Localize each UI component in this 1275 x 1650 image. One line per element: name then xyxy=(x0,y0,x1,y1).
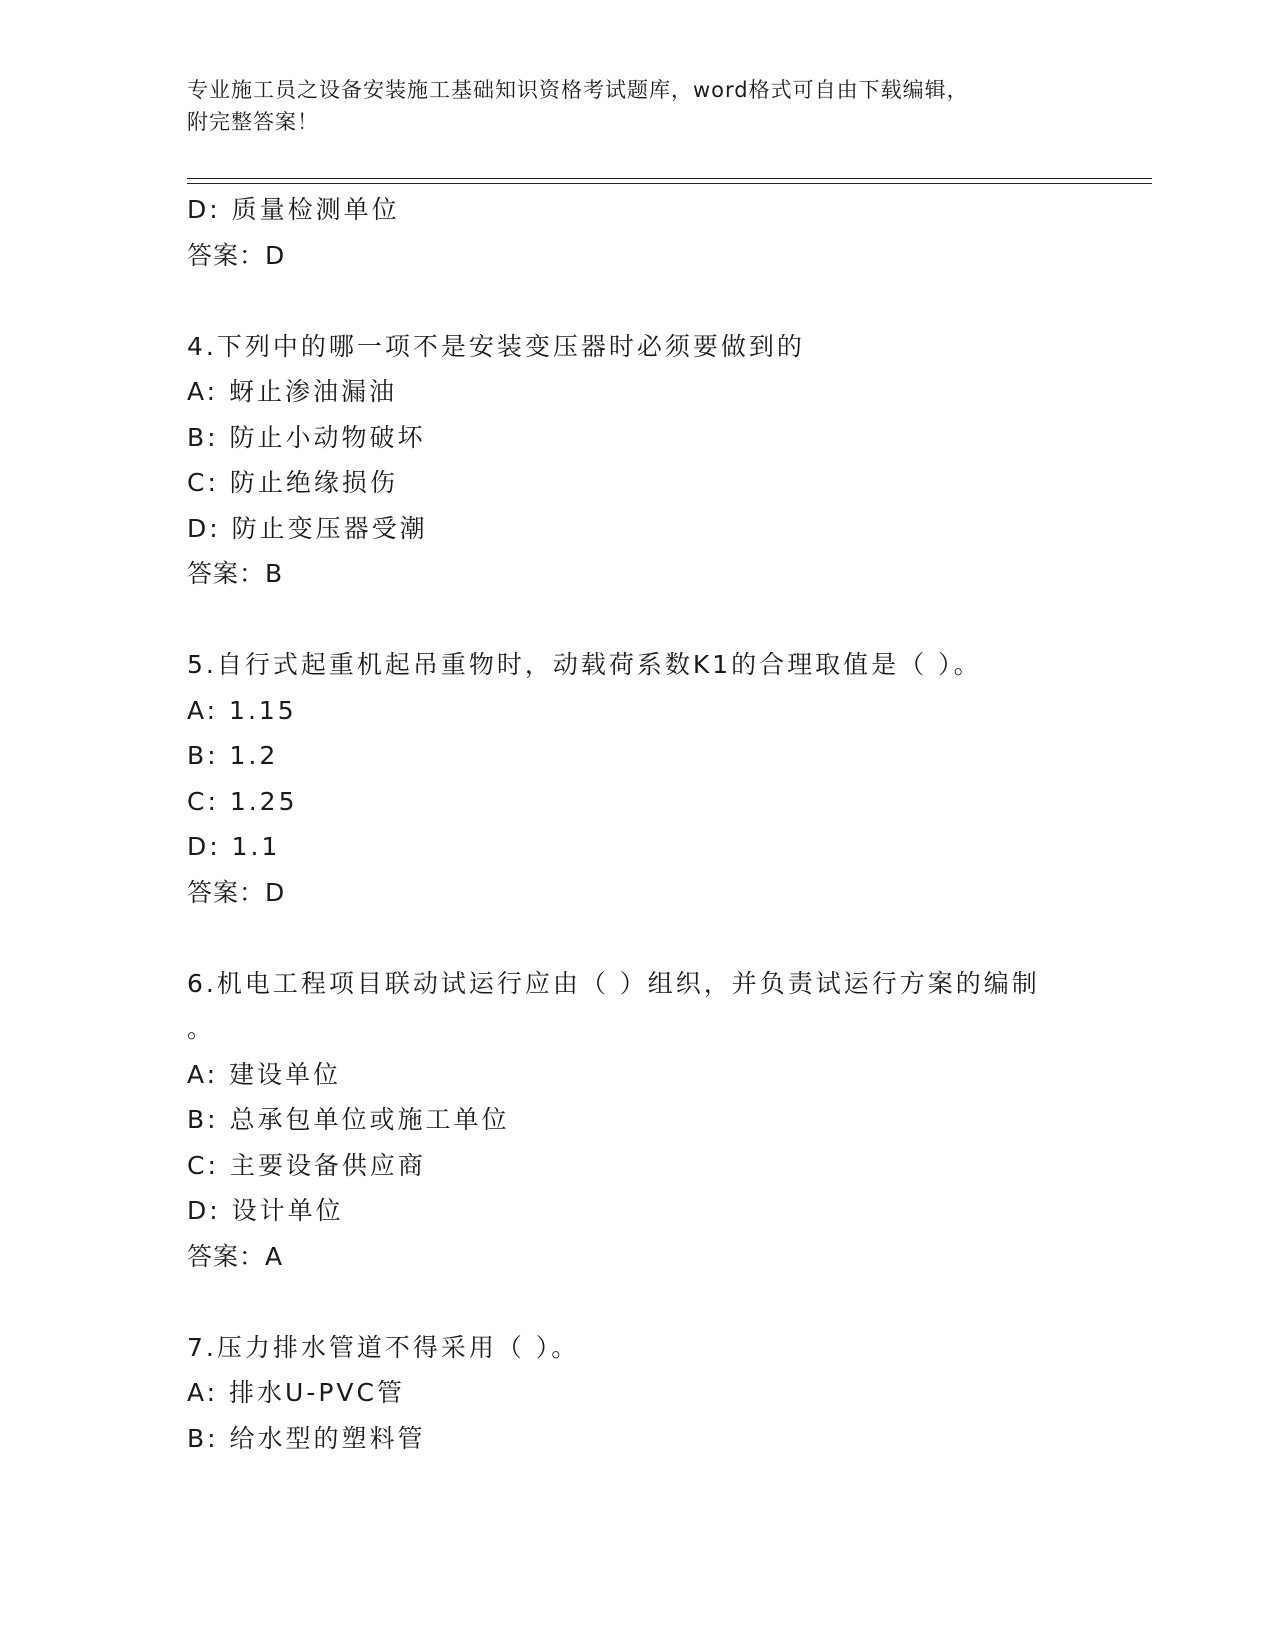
spacer xyxy=(187,597,1152,643)
document-header xyxy=(187,74,1087,138)
header-line-2: 附完整答案！ xyxy=(187,110,319,134)
answer-line: 答案：D xyxy=(187,240,286,270)
question-list xyxy=(187,187,1152,1461)
spacer xyxy=(187,1279,1152,1325)
header-divider-bottom xyxy=(187,183,1152,184)
option-a: A: 蚜止渗油漏油 xyxy=(187,377,398,406)
spacer xyxy=(187,915,1152,961)
header-divider-top xyxy=(187,178,1152,179)
option-c: C: 主要设备供应商 xyxy=(187,1150,426,1180)
answer-line: 答案：D xyxy=(187,877,286,907)
question-title: 7.压力排水管道不得采用（ ）。 xyxy=(187,1332,580,1362)
spacer xyxy=(187,278,1152,324)
answer-line: 答案：B xyxy=(187,559,284,588)
option-d: D: 设计单位 xyxy=(187,1196,344,1225)
question-title: 6.机电工程项目联动试运行应由（ ）组织，并负责试运行方案的编制 xyxy=(187,968,1040,998)
option-c: C: 防止绝缘损伤 xyxy=(187,468,398,497)
option-d: D: 1.1 xyxy=(187,832,281,861)
option-b: B: 防止小动物破坏 xyxy=(187,422,426,452)
answer-line: 答案：A xyxy=(187,1241,284,1271)
question-title: 4.下列中的哪一项不是安装变压器时必须要做到的 xyxy=(187,331,805,361)
option-c: C: 1.25 xyxy=(187,786,298,816)
option-b: B: 1.2 xyxy=(187,741,279,770)
question-title-continuation: 。 xyxy=(187,1014,216,1043)
option-d: D: 防止变压器受潮 xyxy=(187,513,428,543)
option-b: B: 总承包单位或施工单位 xyxy=(187,1105,510,1134)
option-a: A: 1.15 xyxy=(187,695,297,725)
option-a: A: 建设单位 xyxy=(187,1059,342,1089)
option-a: A: 排水U-PVC管 xyxy=(187,1378,405,1407)
option-d: D: 质量检测单位 xyxy=(187,195,400,224)
question-title: 5.自行式起重机起吊重物时，动载荷系数K1的合理取值是（ ）。 xyxy=(187,650,982,679)
header-line-1: 专业施工员之设备安装施工基础知识资格考试题库，word格式可自由下载编辑， xyxy=(187,78,969,102)
option-b: B: 给水型的塑料管 xyxy=(187,1423,426,1453)
